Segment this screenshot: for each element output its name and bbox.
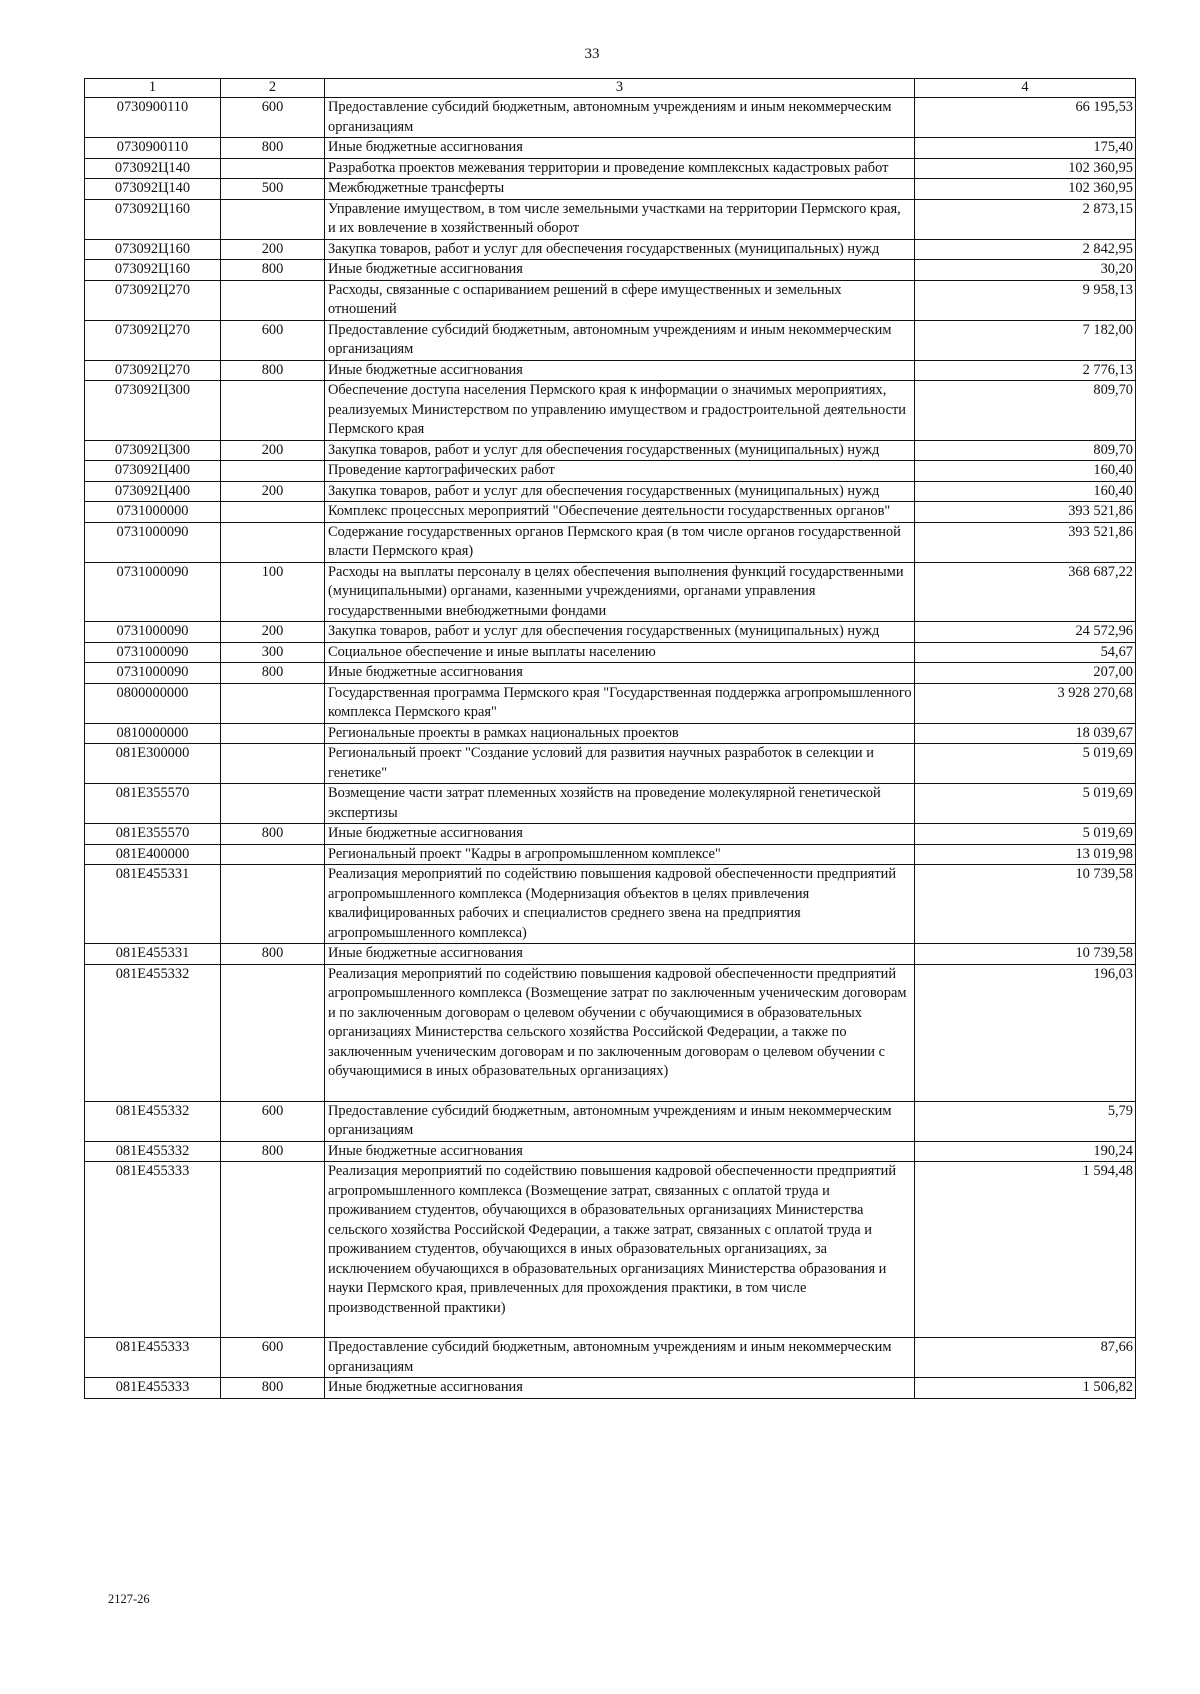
cell-amount: 175,40: [915, 138, 1136, 159]
header-col-4: 4: [915, 79, 1136, 98]
cell-name: Государственная программа Пермского края "Государственная поддержка агропромышленного комплекса Пермского края": [325, 683, 915, 723]
table-row: [85, 239, 1136, 260]
cell-amount: 393 521,86: [915, 522, 1136, 562]
cell-name: Реализация мероприятий по содействию повышения кадровой обеспеченности предприятий агропромышленного комплекса (Модернизация объектов в целях привлечения квалифицированных рабочих и специалистов среднего звена на предприятия агропромышленного комплекса): [325, 865, 915, 944]
cell-amount: 809,70: [915, 381, 1136, 441]
table-row: [85, 1378, 1136, 1399]
cell-name: Закупка товаров, работ и услуг для обеспечения государственных (муниципальных) нужд: [325, 481, 915, 502]
cell-target-code: 0731000090: [85, 642, 221, 663]
table-row: [85, 158, 1136, 179]
table-row: [85, 199, 1136, 239]
cell-amount: 10 739,58: [915, 865, 1136, 944]
cell-target-code: 081Е300000: [85, 744, 221, 784]
table-row: [85, 138, 1136, 159]
cell-amount: 2 873,15: [915, 199, 1136, 239]
cell-target-code: 073092Ц400: [85, 461, 221, 482]
table-row: [85, 784, 1136, 824]
cell-name: Управление имуществом, в том числе земельными участками на территории Пермского края, и их вовлечение в хозяйственный оборот: [325, 199, 915, 239]
cell-expense-type: [221, 683, 325, 723]
cell-target-code: 073092Ц270: [85, 360, 221, 381]
cell-name: Социальное обеспечение и иные выплаты населению: [325, 642, 915, 663]
cell-expense-type: 800: [221, 260, 325, 281]
cell-name: Региональный проект "Кадры в агропромышленном комплексе": [325, 844, 915, 865]
cell-amount: 3 928 270,68: [915, 683, 1136, 723]
cell-expense-type: [221, 199, 325, 239]
cell-target-code: 081Е455333: [85, 1162, 221, 1338]
cell-amount: 9 958,13: [915, 280, 1136, 320]
cell-expense-type: 200: [221, 239, 325, 260]
cell-name: Иные бюджетные ассигнования: [325, 260, 915, 281]
cell-expense-type: 500: [221, 179, 325, 200]
cell-target-code: 0731000090: [85, 622, 221, 643]
table-row: [85, 683, 1136, 723]
table-row: [85, 320, 1136, 360]
cell-name: Региональный проект "Создание условий для развития научных разработок в селекции и генетике": [325, 744, 915, 784]
cell-name: Предоставление субсидий бюджетным, автономным учреждениям и иным некоммерческим организациям: [325, 98, 915, 138]
cell-amount: 24 572,96: [915, 622, 1136, 643]
cell-target-code: 081Е455332: [85, 964, 221, 1101]
cell-expense-type: [221, 784, 325, 824]
cell-name: Иные бюджетные ассигнования: [325, 1378, 915, 1399]
cell-expense-type: 800: [221, 824, 325, 845]
table-header: [85, 79, 1136, 98]
table-row: [85, 562, 1136, 622]
cell-expense-type: 200: [221, 622, 325, 643]
cell-amount: 5 019,69: [915, 824, 1136, 845]
cell-expense-type: 600: [221, 1101, 325, 1141]
table-row: [85, 440, 1136, 461]
cell-name: Расходы на выплаты персоналу в целях обеспечения выполнения функций государственными (муниципальными) органами, казенными учреждениями, органами управления государственными внебюджетными фондами: [325, 562, 915, 622]
cell-target-code: 0730900110: [85, 138, 221, 159]
cell-amount: 87,66: [915, 1338, 1136, 1378]
table-row: [85, 502, 1136, 523]
cell-amount: 66 195,53: [915, 98, 1136, 138]
cell-name: Предоставление субсидий бюджетным, автономным учреждениям и иным некоммерческим организациям: [325, 320, 915, 360]
cell-name: Иные бюджетные ассигнования: [325, 824, 915, 845]
cell-amount: 196,03: [915, 964, 1136, 1101]
cell-target-code: 073092Ц270: [85, 320, 221, 360]
cell-name: Межбюджетные трансферты: [325, 179, 915, 200]
table-row: [85, 824, 1136, 845]
cell-expense-type: 200: [221, 440, 325, 461]
table-row: [85, 944, 1136, 965]
cell-amount: 368 687,22: [915, 562, 1136, 622]
cell-name: Разработка проектов межевания территории и проведение комплексных кадастровых работ: [325, 158, 915, 179]
cell-expense-type: [221, 381, 325, 441]
cell-target-code: 081Е400000: [85, 844, 221, 865]
cell-name: Расходы, связанные с оспариванием решений в сфере имущественных и земельных отношений: [325, 280, 915, 320]
cell-amount: 160,40: [915, 481, 1136, 502]
table-row: [85, 522, 1136, 562]
cell-amount: 102 360,95: [915, 179, 1136, 200]
table-row: [85, 260, 1136, 281]
cell-target-code: 0731000090: [85, 522, 221, 562]
cell-amount: 207,00: [915, 663, 1136, 684]
cell-name: Иные бюджетные ассигнования: [325, 944, 915, 965]
cell-amount: 5 019,69: [915, 744, 1136, 784]
cell-name: Содержание государственных органов Пермского края (в том числе органов государственной власти Пермского края): [325, 522, 915, 562]
cell-expense-type: 800: [221, 138, 325, 159]
cell-target-code: 0731000000: [85, 502, 221, 523]
cell-expense-type: [221, 461, 325, 482]
cell-expense-type: [221, 865, 325, 944]
cell-target-code: 073092Ц400: [85, 481, 221, 502]
table-row: [85, 360, 1136, 381]
cell-expense-type: [221, 723, 325, 744]
cell-target-code: 073092Ц140: [85, 158, 221, 179]
table-row: [85, 844, 1136, 865]
cell-expense-type: 600: [221, 320, 325, 360]
cell-target-code: 073092Ц160: [85, 260, 221, 281]
cell-name: Закупка товаров, работ и услуг для обеспечения государственных (муниципальных) нужд: [325, 239, 915, 260]
cell-target-code: 0731000090: [85, 562, 221, 622]
cell-name: Закупка товаров, работ и услуг для обеспечения государственных (муниципальных) нужд: [325, 622, 915, 643]
cell-name: Иные бюджетные ассигнования: [325, 360, 915, 381]
table-row: [85, 1101, 1136, 1141]
table-row: [85, 381, 1136, 441]
cell-amount: 18 039,67: [915, 723, 1136, 744]
table-row: [85, 481, 1136, 502]
cell-target-code: 081Е355570: [85, 824, 221, 845]
table-row: [85, 865, 1136, 944]
cell-expense-type: 200: [221, 481, 325, 502]
cell-amount: 160,40: [915, 461, 1136, 482]
cell-target-code: 0730900110: [85, 98, 221, 138]
header-col-3: 3: [325, 79, 915, 98]
cell-expense-type: 100: [221, 562, 325, 622]
table-row: [85, 98, 1136, 138]
cell-expense-type: 800: [221, 663, 325, 684]
table-row: [85, 723, 1136, 744]
cell-expense-type: 800: [221, 360, 325, 381]
cell-name: Закупка товаров, работ и услуг для обеспечения государственных (муниципальных) нужд: [325, 440, 915, 461]
cell-amount: 5,79: [915, 1101, 1136, 1141]
cell-name: Реализация мероприятий по содействию повышения кадровой обеспеченности предприятий агропромышленного комплекса (Возмещение затрат по заключенным ученическим договорам и по заключенным договорам о целевом обучении с обучающимися в образовательных организациях Министерства сельского хозяйства Российской Федерации, а также по заключенным ученическим договорам и по заключенным договорам о целевом обучении с обучающимися в иных образовательных организациях): [325, 964, 915, 1101]
cell-amount: 2 776,13: [915, 360, 1136, 381]
cell-amount: 1 506,82: [915, 1378, 1136, 1399]
cell-expense-type: [221, 522, 325, 562]
page-number: 33: [584, 46, 600, 62]
table-row: [85, 179, 1136, 200]
table-row: [85, 964, 1136, 1101]
cell-amount: 393 521,86: [915, 502, 1136, 523]
cell-target-code: 0731000090: [85, 663, 221, 684]
cell-name: Проведение картографических работ: [325, 461, 915, 482]
table-row: [85, 1338, 1136, 1378]
cell-expense-type: 300: [221, 642, 325, 663]
header-row: [85, 79, 1136, 98]
cell-target-code: 081Е455333: [85, 1378, 221, 1399]
cell-amount: 7 182,00: [915, 320, 1136, 360]
cell-amount: 30,20: [915, 260, 1136, 281]
cell-amount: 1 594,48: [915, 1162, 1136, 1338]
cell-amount: 13 019,98: [915, 844, 1136, 865]
cell-name: Иные бюджетные ассигнования: [325, 663, 915, 684]
cell-amount: 54,67: [915, 642, 1136, 663]
table-row: [85, 642, 1136, 663]
cell-expense-type: [221, 964, 325, 1101]
cell-expense-type: 600: [221, 1338, 325, 1378]
cell-target-code: 081Е455333: [85, 1338, 221, 1378]
cell-target-code: 081Е455332: [85, 1101, 221, 1141]
cell-amount: 5 019,69: [915, 784, 1136, 824]
cell-expense-type: [221, 502, 325, 523]
header-col-1: 1: [85, 79, 221, 98]
cell-name: Иные бюджетные ассигнования: [325, 138, 915, 159]
cell-target-code: 073092Ц270: [85, 280, 221, 320]
cell-target-code: 073092Ц300: [85, 440, 221, 461]
table-row: [85, 1141, 1136, 1162]
cell-name: Возмещение части затрат племенных хозяйств на проведение молекулярной генетической экспертизы: [325, 784, 915, 824]
cell-target-code: 0800000000: [85, 683, 221, 723]
cell-name: Комплекс процессных мероприятий "Обеспечение деятельности государственных органов": [325, 502, 915, 523]
cell-expense-type: [221, 280, 325, 320]
table-row: [85, 744, 1136, 784]
cell-name: Предоставление субсидий бюджетным, автономным учреждениям и иным некоммерческим организациям: [325, 1338, 915, 1378]
cell-target-code: 073092Ц140: [85, 179, 221, 200]
footer-code: 2127-26: [108, 1592, 150, 1606]
header-col-2: 2: [221, 79, 325, 98]
table-row: [85, 622, 1136, 643]
cell-name: Реализация мероприятий по содействию повышения кадровой обеспеченности предприятий агропромышленного комплекса (Возмещение затрат, связанных с оплатой труда и проживанием студентов, обучающихся в образовательных организациях Министерства сельского хозяйства Российской Федерации, а также затрат, связанных с оплатой труда и проживанием студентов, обучающихся в иных образовательных организациях, за исключением обучающихся в образовательных организациях Министерства образования и науки Пермского края, привлеченных для прохождения практики, в том числе производственной практики): [325, 1162, 915, 1338]
cell-target-code: 081Е455332: [85, 1141, 221, 1162]
cell-target-code: 081Е355570: [85, 784, 221, 824]
cell-name: Предоставление субсидий бюджетным, автономным учреждениям и иным некоммерческим организациям: [325, 1101, 915, 1141]
cell-amount: 102 360,95: [915, 158, 1136, 179]
table-row: [85, 461, 1136, 482]
cell-expense-type: [221, 158, 325, 179]
table-row: [85, 280, 1136, 320]
cell-name: Региональные проекты в рамках национальных проектов: [325, 723, 915, 744]
cell-amount: 190,24: [915, 1141, 1136, 1162]
cell-name: Обеспечение доступа населения Пермского края к информации о значимых мероприятиях, реализуемых Министерством по управлению имуществом и градостроительной деятельности Пермского края: [325, 381, 915, 441]
table-row: [85, 1162, 1136, 1338]
table-row: [85, 663, 1136, 684]
cell-target-code: 073092Ц160: [85, 239, 221, 260]
cell-amount: 10 739,58: [915, 944, 1136, 965]
cell-expense-type: [221, 844, 325, 865]
cell-target-code: 081Е455331: [85, 865, 221, 944]
cell-name: Иные бюджетные ассигнования: [325, 1141, 915, 1162]
cell-amount: 2 842,95: [915, 239, 1136, 260]
cell-target-code: 0810000000: [85, 723, 221, 744]
cell-target-code: 073092Ц160: [85, 199, 221, 239]
cell-target-code: 073092Ц300: [85, 381, 221, 441]
cell-amount: 809,70: [915, 440, 1136, 461]
cell-expense-type: [221, 744, 325, 784]
table-body: [85, 98, 1136, 1399]
cell-expense-type: 600: [221, 98, 325, 138]
budget-table: [84, 78, 1136, 1399]
cell-expense-type: 800: [221, 944, 325, 965]
cell-expense-type: 800: [221, 1141, 325, 1162]
cell-expense-type: [221, 1162, 325, 1338]
cell-expense-type: 800: [221, 1378, 325, 1399]
cell-target-code: 081Е455331: [85, 944, 221, 965]
